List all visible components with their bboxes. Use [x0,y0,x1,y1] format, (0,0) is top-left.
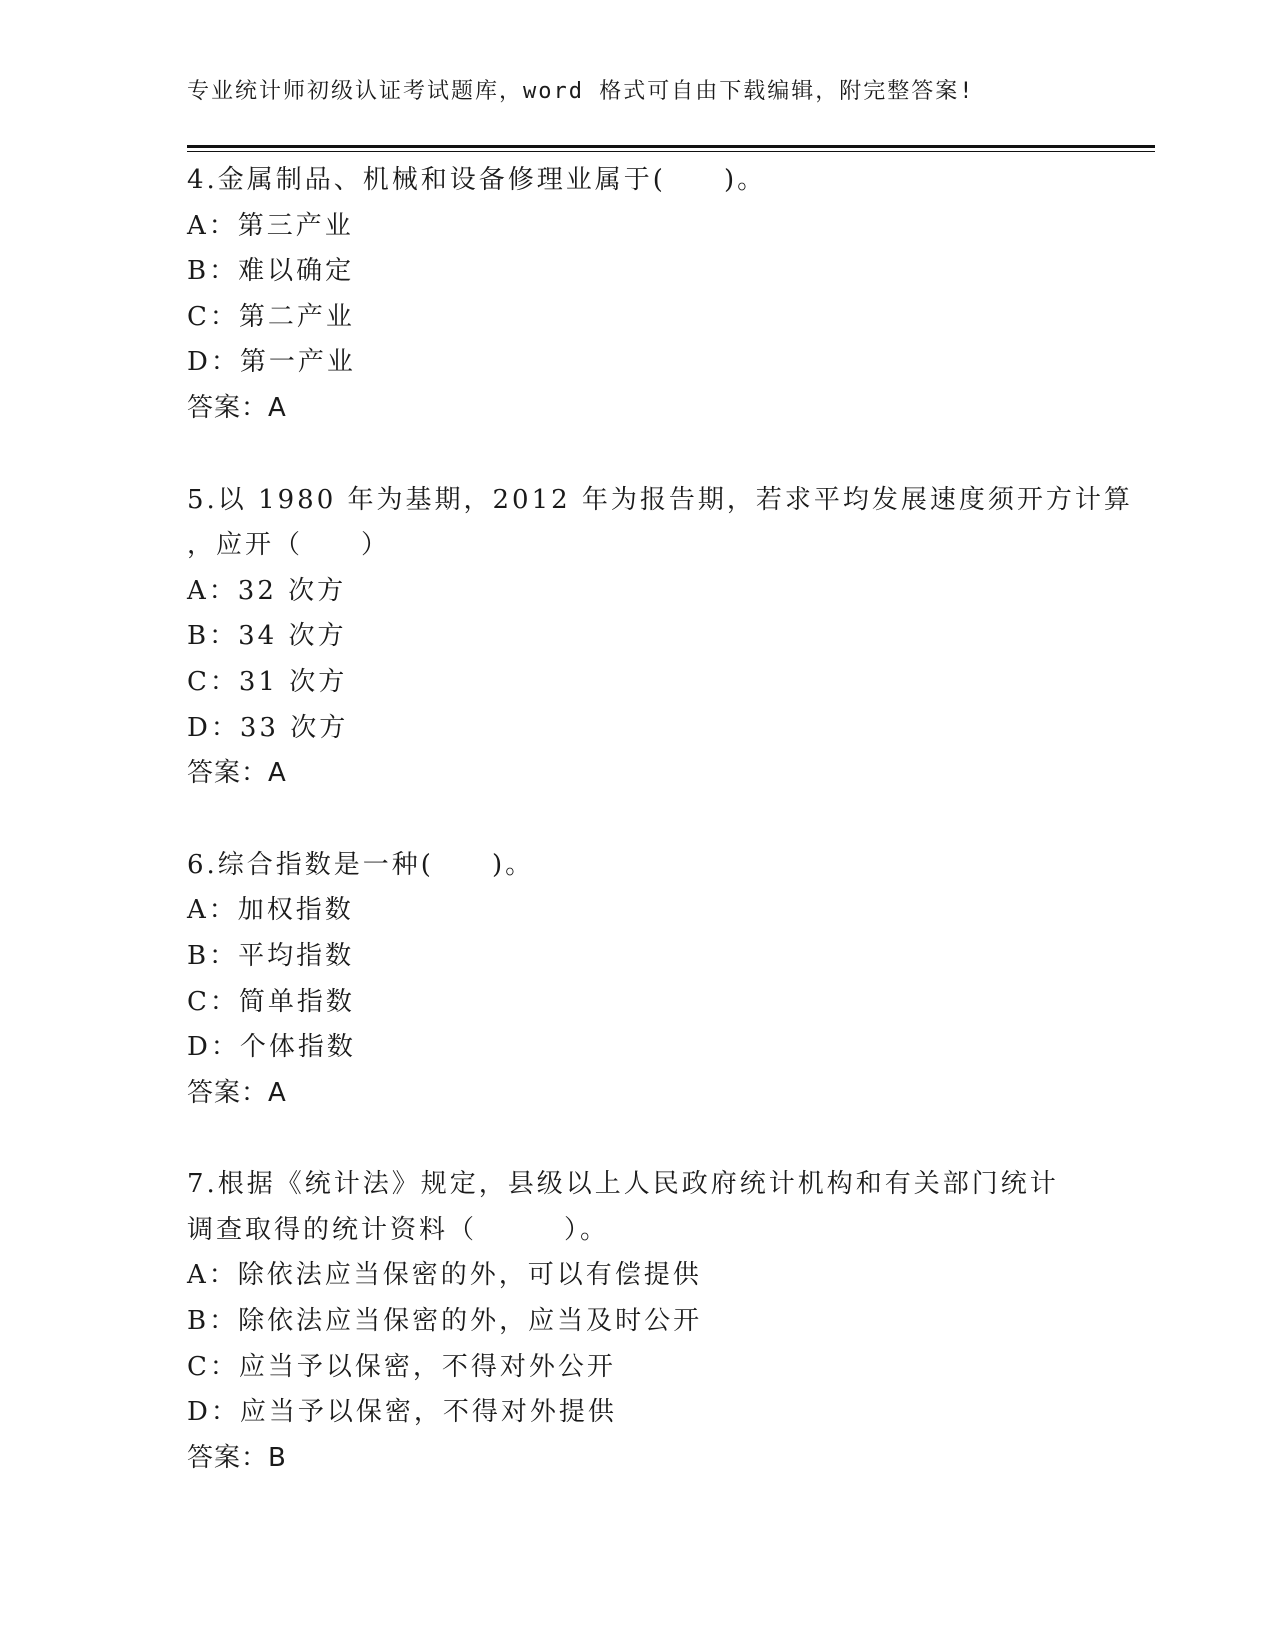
question-block [187,1162,1107,1481]
answer-line: 答案：A [187,392,287,423]
option-a: A：32 次方 [187,575,347,606]
question-block [187,843,1107,1117]
option-a: A：第三产业 [187,210,354,241]
header-rule-thick [187,145,1155,148]
question-stem: 4.金属制品、机械和设备修理业属于( )。 [187,165,767,195]
option-d: D：个体指数 [187,1032,356,1063]
answer-line: 答案：B [187,1442,287,1473]
spacer [187,1116,1107,1162]
spacer [187,797,1107,843]
answer-line: 答案：A [187,1077,287,1108]
option-c: C：简单指数 [187,986,355,1017]
page-header: 专业统计师初级认证考试题库，word 格式可自由下载编辑，附完整答案! [187,79,975,104]
option-c: C：第二产业 [187,301,355,332]
option-a: A：除依法应当保密的外，可以有偿提供 [187,1260,702,1291]
question-stem-continued: ，应开（ ） [187,530,391,561]
question-stem: 5.以 1980 年为基期，2012 年为报告期，若求平均发展速度须开方计算 [187,484,1133,515]
option-b: B：平均指数 [187,940,355,971]
option-a: A：加权指数 [187,895,354,926]
header-rule-thin [187,151,1155,152]
spacer [187,432,1107,478]
option-b: B：除依法应当保密的外，应当及时公开 [187,1306,703,1337]
question-stem: 7.根据《统计法》规定，县级以上人民政府统计机构和有关部门统计 [187,1169,1059,1200]
option-c: C：31 次方 [187,666,348,697]
question-list [187,158,1133,1481]
option-d: D：33 次方 [187,712,349,743]
answer-line: 答案：A [187,758,287,789]
option-d: D：第一产业 [187,347,356,378]
option-b: B：难以确定 [187,256,355,287]
option-d: D：应当予以保密，不得对外提供 [187,1397,617,1428]
option-c: C：应当予以保密，不得对外公开 [187,1351,616,1382]
question-block [187,478,1133,797]
question-block [187,158,1107,432]
question-stem: 6.综合指数是一种( )。 [187,849,535,880]
question-stem-continued: 调查取得的统计资料（ ）。 [187,1214,610,1245]
option-b: B：34 次方 [187,621,347,652]
